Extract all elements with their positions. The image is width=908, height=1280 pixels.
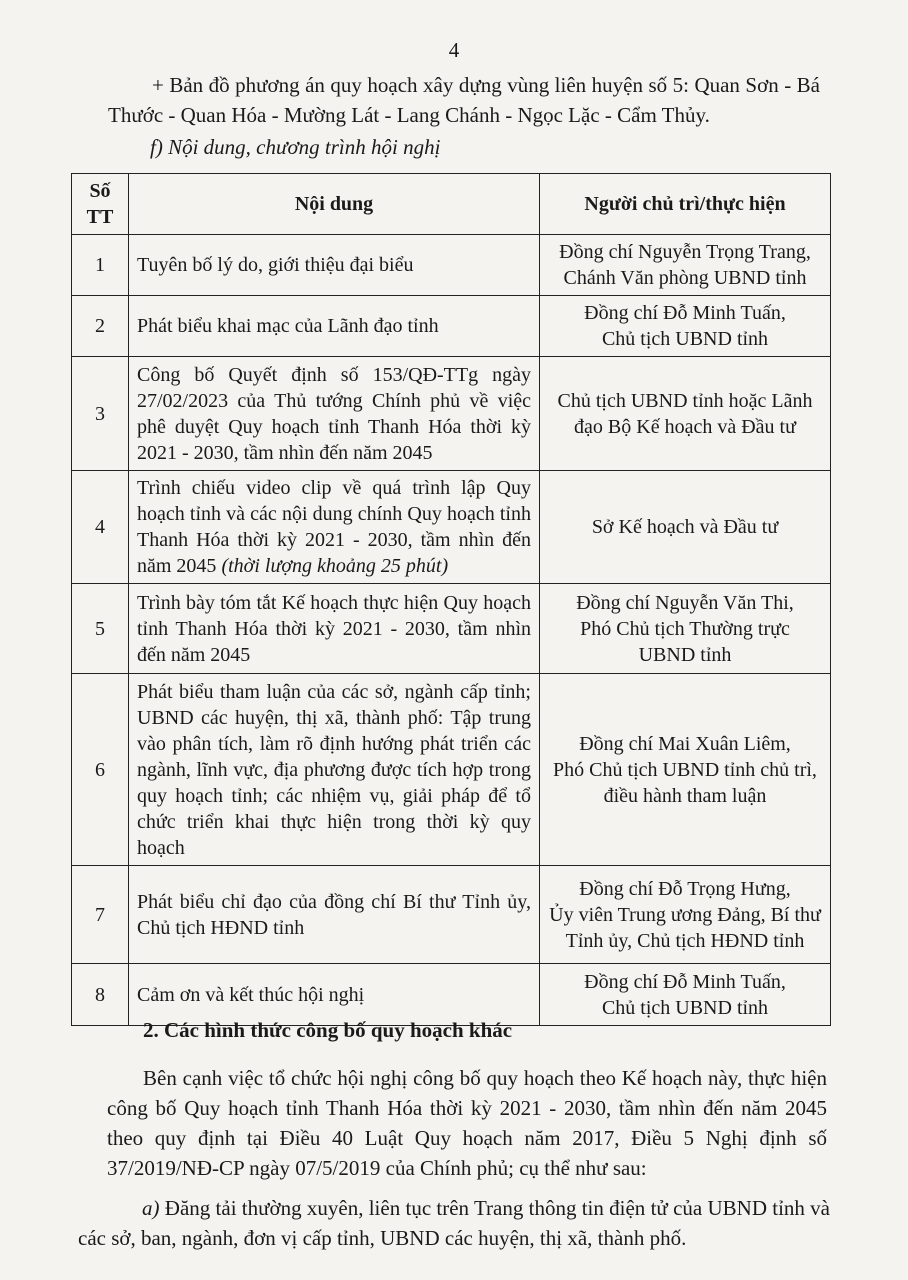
row-person: Đồng chí Đỗ Trọng Hưng, Ủy viên Trung ương Đảng, Bí thư Tỉnh ủy, Chủ tịch HĐND tỉnh	[540, 866, 831, 964]
row-content: Trình bày tóm tắt Kế hoạch thực hiện Quy hoạch tỉnh Thanh Hóa thời kỳ 2021 - 2030, tầm nhìn đến năm 2045	[129, 584, 540, 674]
row-number: 2	[72, 296, 129, 357]
row-content: Phát biểu khai mạc của Lãnh đạo tỉnh	[129, 296, 540, 357]
section-2-paragraph: Bên cạnh việc tổ chức hội nghị công bố quy hoạch theo Kế hoạch này, thực hiện công bố Quy hoạch tỉnh Thanh Hóa thời kỳ 2021 - 2030, tầm nhìn đến năm 2045 theo quy định tại Điều 40 Luật Quy hoạch năm 2017, Điều 5 Nghị định số 37/2019/NĐ-CP ngày 07/5/2019 của Chính phủ; cụ thể như sau:	[107, 1066, 827, 1180]
table-row	[72, 296, 831, 357]
table-row	[72, 235, 831, 296]
row-person: Đồng chí Nguyễn Trọng Trang, Chánh Văn phòng UBND tỉnh	[540, 235, 831, 296]
row-number: 8	[72, 964, 129, 1026]
item-a-paragraph	[78, 1193, 830, 1253]
header-no: Số TT	[72, 174, 129, 235]
row-person: Chủ tịch UBND tỉnh hoặc Lãnh đạo Bộ Kế hoạch và Đầu tư	[540, 357, 831, 471]
table-row	[72, 357, 831, 471]
intro-paragraph: + Bản đồ phương án quy hoạch xây dựng vùng liên huyện số 5: Quan Sơn - Bá Thước - Quan Hóa - Mường Lát - Lang Chánh - Ngọc Lặc - Cẩm Thủy.	[108, 73, 820, 127]
row-number: 3	[72, 357, 129, 471]
header-content: Nội dung	[129, 174, 540, 235]
row-content: Cảm ơn và kết thúc hội nghị	[129, 964, 540, 1026]
row-number: 1	[72, 235, 129, 296]
agenda-table	[71, 173, 831, 1026]
page-number: 4	[448, 38, 460, 62]
row-person: Đồng chí Nguyễn Văn Thi, Phó Chủ tịch Thường trực UBND tỉnh	[540, 584, 831, 674]
header-person: Người chủ trì/thực hiện	[540, 174, 831, 235]
table-header-row	[72, 174, 831, 235]
table-row	[72, 584, 831, 674]
item-a-text: Đăng tải thường xuyên, liên tục trên Trang thông tin điện tử của UBND tỉnh và các sở, ban, ngành, đơn vị cấp tỉnh, UBND các huyện, thị xã, thành phố.	[78, 1196, 831, 1250]
row-number: 6	[72, 674, 129, 866]
row-person: Đồng chí Đỗ Minh Tuấn, Chủ tịch UBND tỉnh	[540, 964, 831, 1026]
row-content: Trình chiếu video clip về quá trình lập Quy hoạch tỉnh và các nội dung chính Quy hoạch tỉnh Thanh Hóa thời kỳ 2021 - 2030, tầm nhìn đến năm 2045 (thời lượng khoảng 25 phút)	[129, 471, 540, 584]
item-a-label: a)	[142, 1196, 160, 1220]
row-person: Sở Kế hoạch và Đầu tư	[540, 471, 831, 584]
row-content: Phát biểu chỉ đạo của đồng chí Bí thư Tỉnh ủy, Chủ tịch HĐND tỉnh	[129, 866, 540, 964]
table-row	[72, 866, 831, 964]
row-person: Đồng chí Đỗ Minh Tuấn, Chủ tịch UBND tỉnh	[540, 296, 831, 357]
row-content: Phát biểu tham luận của các sở, ngành cấp tỉnh; UBND các huyện, thị xã, thành phố: Tập trung vào phân tích, làm rõ định hướng phát triển các ngành, lĩnh vực, địa phương được tích hợp trong quy hoạch tỉnh; các nhiệm vụ, giải pháp để tổ chức triển khai thực hiện trong thời kỳ quy hoạch	[129, 674, 540, 866]
row-content: Tuyên bố lý do, giới thiệu đại biểu	[129, 235, 540, 296]
table-row	[72, 471, 831, 584]
row-number: 7	[72, 866, 129, 964]
row-number: 4	[72, 471, 129, 584]
section-2-heading: 2. Các hình thức công bố quy hoạch khác	[143, 1018, 513, 1042]
row-number: 5	[72, 584, 129, 674]
table-row	[72, 674, 831, 866]
subsection-title: f) Nội dung, chương trình hội nghị	[150, 135, 441, 159]
row-person: Đồng chí Mai Xuân Liêm, Phó Chủ tịch UBND tỉnh chủ trì, điều hành tham luận	[540, 674, 831, 866]
table-row	[72, 964, 831, 1026]
row-content: Công bố Quyết định số 153/QĐ-TTg ngày 27/02/2023 của Thủ tướng Chính phủ về việc phê duyệt Quy hoạch tỉnh Thanh Hóa thời kỳ 2021 - 2030, tầm nhìn đến năm 2045	[129, 357, 540, 471]
